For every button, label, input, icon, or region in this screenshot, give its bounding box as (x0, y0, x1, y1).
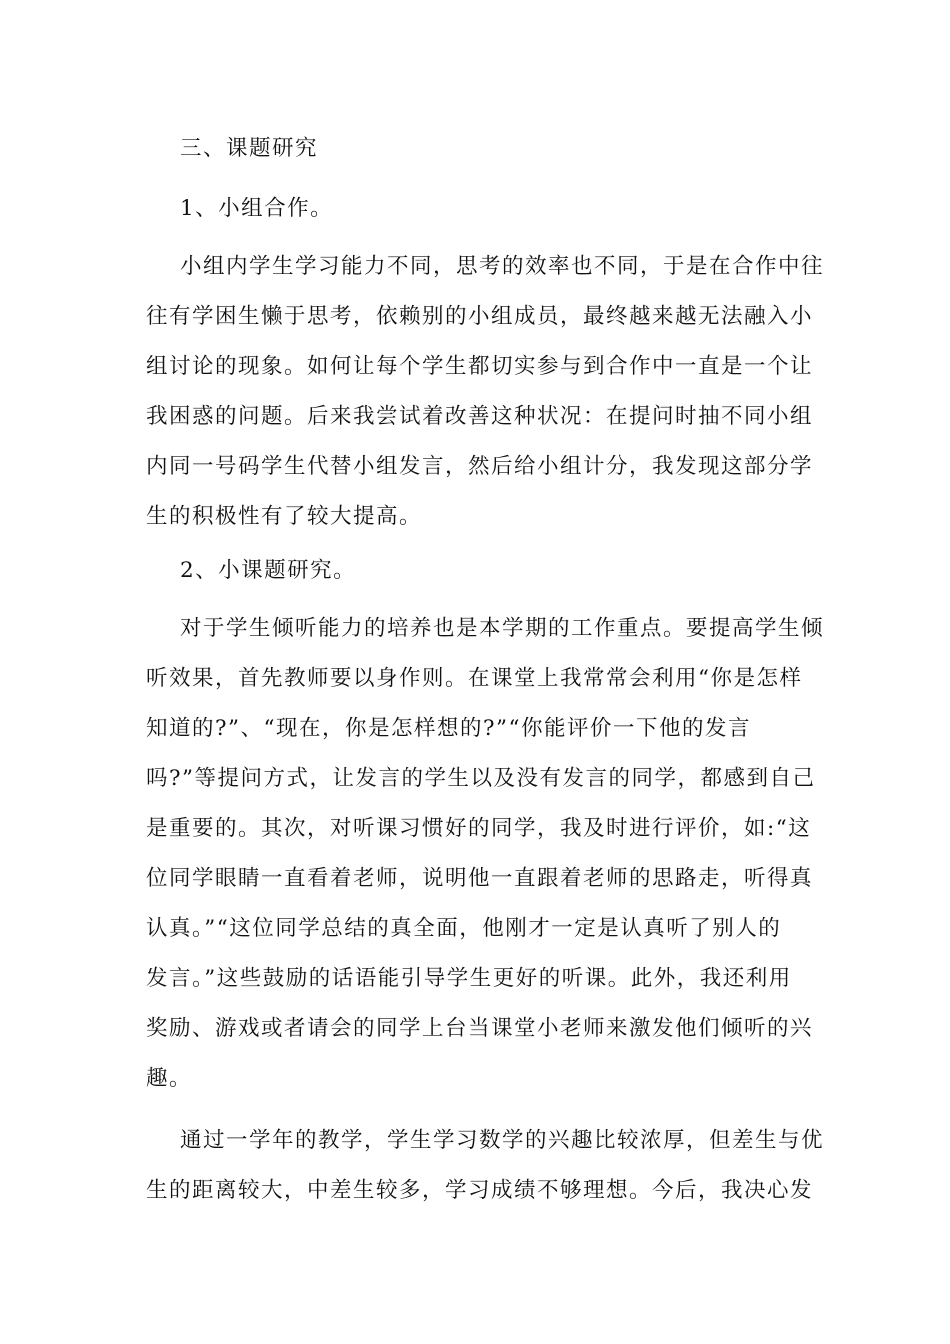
paragraph-line: 组讨论的现象。如何让每个学生都切实参与到合作中一直是一个让 (146, 354, 814, 379)
section-heading: 三、课题研究 (180, 136, 319, 161)
paragraph-line: 小组内学生学习能力不同，思考的效率也不同，于是在合作中往 (180, 254, 825, 279)
paragraph-line: 听效果，首先教师要以身作则。在课堂上我常常会利用“你是怎样 (146, 666, 803, 691)
section2-paragraph (146, 604, 825, 1104)
paragraph-line: 我困惑的问题。后来我尝试着改善这种状况：在提问时抽不同小组 (146, 404, 814, 429)
paragraph-line: 是重要的。其次，对听课习惯好的同学，我及时进行评价，如:“这 (146, 816, 812, 841)
paragraph-line: 发言。”这些鼓励的话语能引导学生更好的听课。此外，我还利用 (146, 966, 792, 991)
paragraph-line: 趣。 (146, 1066, 193, 1091)
paragraph-line: 生的积极性有了较大提高。 (146, 504, 423, 529)
paragraph-line: 吗?”等提问方式，让发言的学生以及没有发言的同学，都感到自己 (146, 766, 816, 791)
section-heading-block (146, 124, 808, 174)
paragraph-line: 位同学眼睛一直看着老师，说明他一直跟着老师的思路走，听得真 (146, 866, 814, 891)
paragraph-line: 对于学生倾听能力的培养也是本学期的工作重点。要提高学生倾 (180, 616, 825, 641)
paragraph-line: 奖励、游戏或者请会的同学上台当课堂小老师来激发他们倾听的兴 (146, 1016, 814, 1041)
paragraph-line: 知道的?”、“现在，你是怎样想的?”“你能评价一下他的发言 (146, 716, 752, 741)
paragraph-line: 内同一号码学生代替小组发言，然后给小组计分，我发现这部分学 (146, 454, 814, 479)
paragraph-line: 生的距离较大，中差生较多，学习成绩不够理想。今后，我决心发 (146, 1178, 814, 1203)
paragraph-line: 通过一学年的教学，学生学习数学的兴趣比较浓厚，但差生与优 (180, 1128, 825, 1153)
paragraph-line: 认真。”“这位同学总结的真全面，他刚才一定是认真听了别人的 (146, 916, 782, 941)
section2-title-block (146, 546, 808, 596)
paragraph-line: 往有学困生懒于思考，依赖别的小组成员，最终越来越无法融入小 (146, 304, 814, 329)
section1-title-block (146, 184, 808, 234)
section1-title: 1、小组合作。 (180, 196, 334, 221)
conclusion-paragraph (146, 1116, 825, 1216)
section2-title: 2、小课题研究。 (180, 558, 357, 583)
section1-paragraph (146, 242, 825, 542)
